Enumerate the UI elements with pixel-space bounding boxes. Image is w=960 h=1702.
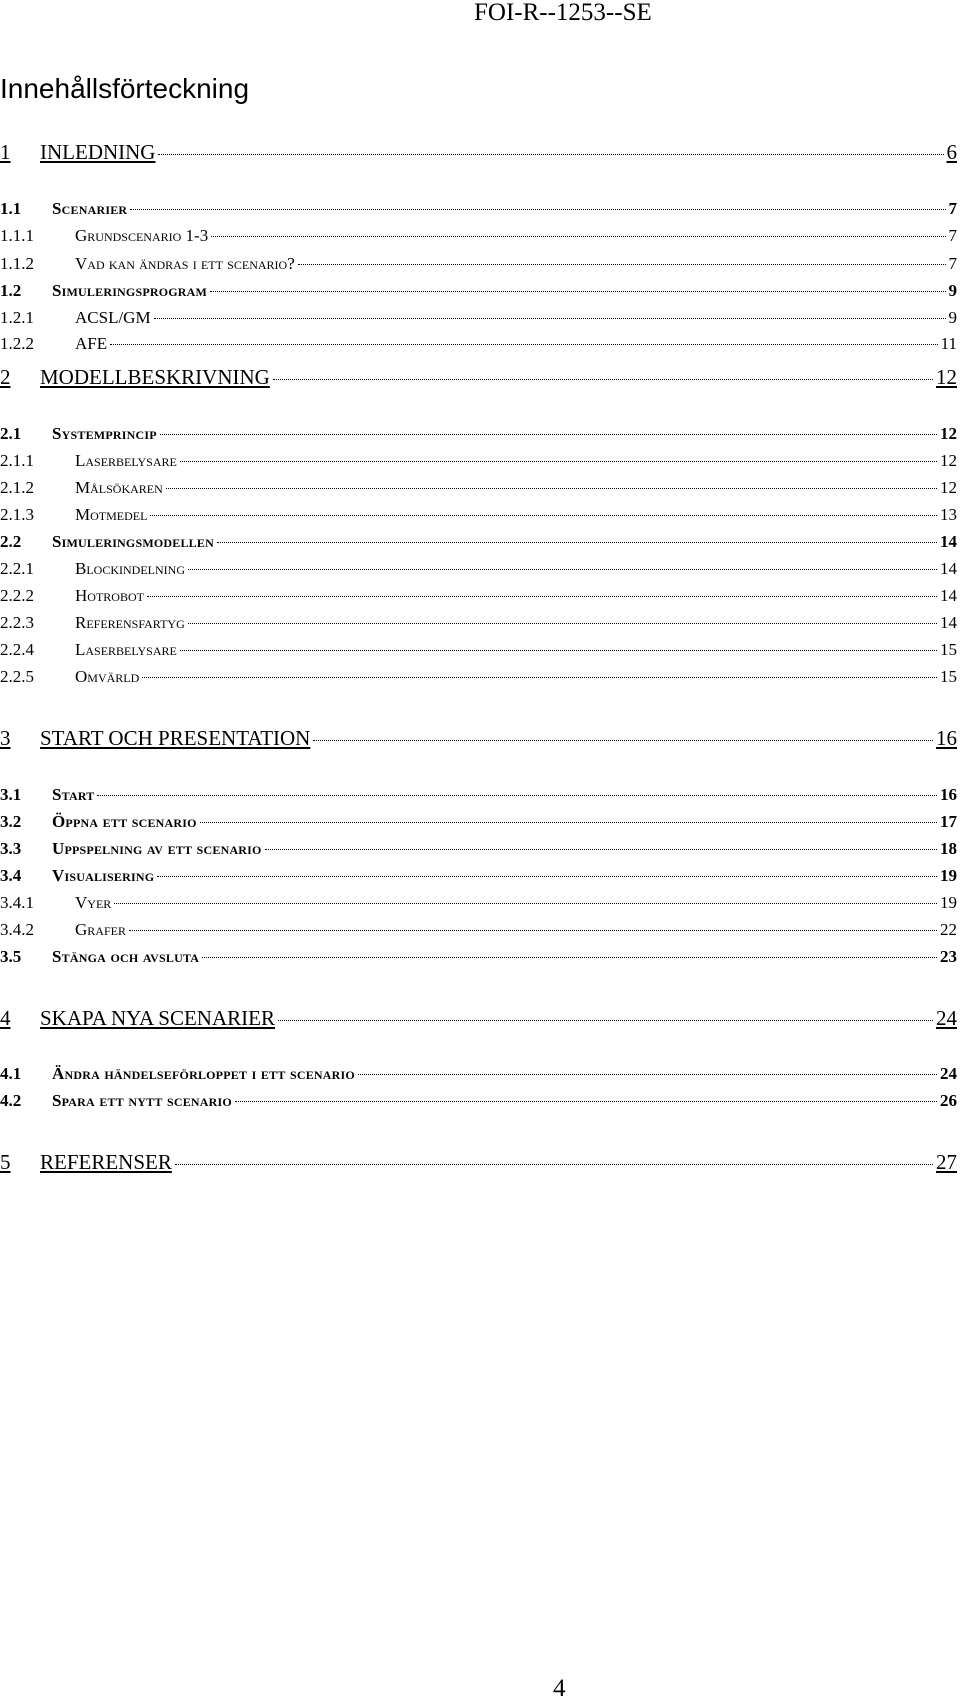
toc-entry[interactable] [0,947,957,969]
toc-entry-title: INLEDNING [40,140,156,164]
toc-entry-page: 11 [940,334,957,353]
toc-entry-title: Laserbelysare [75,640,177,659]
toc-entry[interactable] [0,199,957,221]
toc-entry[interactable] [0,559,957,581]
toc-entry-page: 17 [940,812,957,831]
toc-entry[interactable] [0,334,957,356]
toc-entry-title: Start [52,785,95,804]
toc-entry-page: 23 [940,947,957,966]
toc-entry-title: Visualisering [52,866,155,885]
toc-entry-page: 14 [940,559,957,578]
toc-entry-page: 24 [940,1064,957,1083]
dot-leader [265,848,937,850]
toc-entry[interactable] [0,613,957,635]
toc-entry-title: REFERENSER [40,1150,172,1174]
toc-entry-number: 2.1 [0,424,22,443]
toc-entry-page: 19 [940,893,957,912]
toc-entry[interactable] [0,1006,957,1034]
toc-entry-title: Målsökaren [75,478,163,497]
toc-entry-page: 9 [948,308,957,327]
toc-entry-page: 15 [940,640,957,659]
dot-leader [210,290,945,292]
toc-entry-number: 3.3 [0,839,22,858]
toc-entry-page: 15 [940,667,957,686]
toc-entry-page: 16 [940,785,957,804]
dot-leader [97,794,937,796]
toc-entry-page: 12 [936,365,957,389]
dot-leader [180,649,937,651]
toc-entry[interactable] [0,424,957,446]
toc-entry-number: 3.1 [0,785,22,804]
toc-entry-number: 3 [0,726,11,750]
dot-leader [129,929,937,931]
toc-entry-title: Grundscenario 1-3 [75,226,209,245]
dot-leader [130,208,945,210]
dot-leader [273,378,933,380]
toc-entry-number: 2.2.2 [0,586,34,605]
toc-entry-title: START OCH PRESENTATION [40,726,311,750]
toc-entry-title: Grafer [75,920,126,939]
toc-entry-number: 5 [0,1150,11,1174]
toc-entry[interactable] [0,920,957,942]
toc-entry-title: SKAPA NYA SCENARIER [40,1006,275,1030]
toc-entry-title: Systemprincip [52,424,157,443]
toc-entry[interactable] [0,254,957,276]
toc-entry-title: Omvärld [75,667,140,686]
dot-leader [358,1073,937,1075]
toc-entry-page: 9 [948,281,957,300]
dot-leader [158,153,943,155]
toc-entry-number: 4.2 [0,1091,22,1110]
toc-entry-page: 12 [940,424,957,443]
toc-entry-number: 1.2 [0,281,22,300]
toc-entry-number: 2.2.1 [0,559,34,578]
dot-leader [200,821,937,823]
toc-entry-title: Blockindelning [75,559,185,578]
dot-leader [142,676,937,678]
dot-leader [211,235,945,237]
toc-entry-page: 14 [940,586,957,605]
toc-entry-title: Vyer [75,893,112,912]
dot-leader [313,739,933,741]
toc-entry[interactable] [0,1150,957,1178]
toc-entry-number: 2 [0,365,11,389]
toc-entry-number: 1.2.2 [0,334,34,353]
dot-leader [188,568,937,570]
toc-entry[interactable] [0,785,957,807]
toc-entry[interactable] [0,478,957,500]
dot-leader [188,622,937,624]
toc-entry-number: 3.2 [0,812,22,831]
toc-entry-number: 3.4 [0,866,22,885]
toc-entry[interactable] [0,839,957,861]
toc-entry-title: Vad kan ändras i ett scenario? [75,254,295,273]
toc-entry-page: 7 [948,199,957,218]
dot-leader [166,487,937,489]
toc-entry[interactable] [0,866,957,888]
page-number: 4 [553,1675,566,1702]
toc-entry-title: Ändra händelseförloppet i ett scenario [52,1064,355,1083]
toc-entry[interactable] [0,586,957,608]
dot-leader [217,541,937,543]
toc-entry-number: 2.1.2 [0,478,34,497]
dot-leader [114,902,937,904]
toc-entry-title: Simuleringsmodellen [52,532,214,551]
toc-entry-number: 1.2.1 [0,308,34,327]
dot-leader [110,343,938,345]
toc-entry-number: 2.1.1 [0,451,34,470]
toc-entry-number: 1.1 [0,199,22,218]
toc-entry[interactable] [0,451,957,473]
dot-leader [175,1163,933,1165]
toc-entry-page: 14 [940,532,957,551]
toc-entry-number: 1 [0,140,11,164]
toc-entry-number: 1.1.1 [0,226,34,245]
dot-leader [298,263,946,265]
toc-entry-title: Referensfartyg [75,613,185,632]
toc-entry-title: Scenarier [52,199,128,218]
toc-entry-page: 12 [940,451,957,470]
toc-entry[interactable] [0,281,957,303]
dot-leader [202,956,937,958]
toc-entry[interactable] [0,1091,957,1113]
toc-entry-title: Simuleringsprogram [52,281,208,300]
toc-entry[interactable] [0,726,957,754]
toc-entry[interactable] [0,893,957,915]
toc-entry-number: 2.2.5 [0,667,34,686]
toc-entry-title: AFE [75,334,108,353]
toc-entry-page: 6 [946,140,957,164]
toc-entry-number: 3.5 [0,947,22,966]
document-id: FOI-R--1253--SE [474,0,652,26]
toc-entry-number: 2.2 [0,532,22,551]
toc-entry-number: 4 [0,1006,11,1030]
dot-leader [278,1019,933,1021]
toc-entry[interactable] [0,308,957,330]
toc-entry[interactable] [0,532,957,554]
toc-entry-title: Motmedel [75,505,148,524]
toc-entry-title: Spara ett nytt scenario [52,1091,232,1110]
toc-entry[interactable] [0,1064,957,1086]
toc-entry-page: 27 [936,1150,957,1174]
dot-leader [235,1100,937,1102]
toc-entry[interactable] [0,365,957,393]
toc-entry-title: Stänga och avsluta [52,947,200,966]
dot-leader [150,514,937,516]
toc-entry[interactable] [0,140,957,168]
toc-entry[interactable] [0,667,957,689]
toc-heading: Innehållsförteckning [0,73,250,104]
toc-entry-number: 2.2.3 [0,613,34,632]
toc-entry-number: 3.4.2 [0,920,34,939]
toc-entry-page: 26 [940,1091,957,1110]
dot-leader [180,460,937,462]
dot-leader [147,595,937,597]
toc-entry-page: 7 [948,254,957,273]
toc-entry-page: 18 [940,839,957,858]
toc-entry-number: 4.1 [0,1064,22,1083]
toc-entry-number: 1.1.2 [0,254,34,273]
toc-entry-page: 12 [940,478,957,497]
toc-entry-title: Öppna ett scenario [52,812,197,831]
toc-entry[interactable] [0,505,957,527]
toc-entry-page: 16 [936,726,957,750]
toc-entry-title: Laserbelysare [75,451,177,470]
toc-entry[interactable] [0,812,957,834]
toc-entry-page: 7 [948,226,957,245]
toc-entry-number: 3.4.1 [0,893,34,912]
dot-leader [154,317,946,319]
dot-leader [160,433,937,435]
toc-entry-title: MODELLBESKRIVNING [40,365,270,389]
toc-entry[interactable] [0,640,957,662]
toc-entry-title: Hotrobot [75,586,144,605]
toc-entry-title: Uppspelning av ett scenario [52,839,262,858]
toc-entry-title: ACSL/GM [75,308,151,327]
dot-leader [157,875,937,877]
toc-entry-page: 19 [940,866,957,885]
toc-entry-number: 2.2.4 [0,640,34,659]
toc-entry[interactable] [0,226,957,248]
toc-entry-page: 22 [940,920,957,939]
toc-entry-number: 2.1.3 [0,505,34,524]
toc-entry-page: 24 [936,1006,957,1030]
toc-entry-page: 13 [940,505,957,524]
toc-entry-page: 14 [940,613,957,632]
